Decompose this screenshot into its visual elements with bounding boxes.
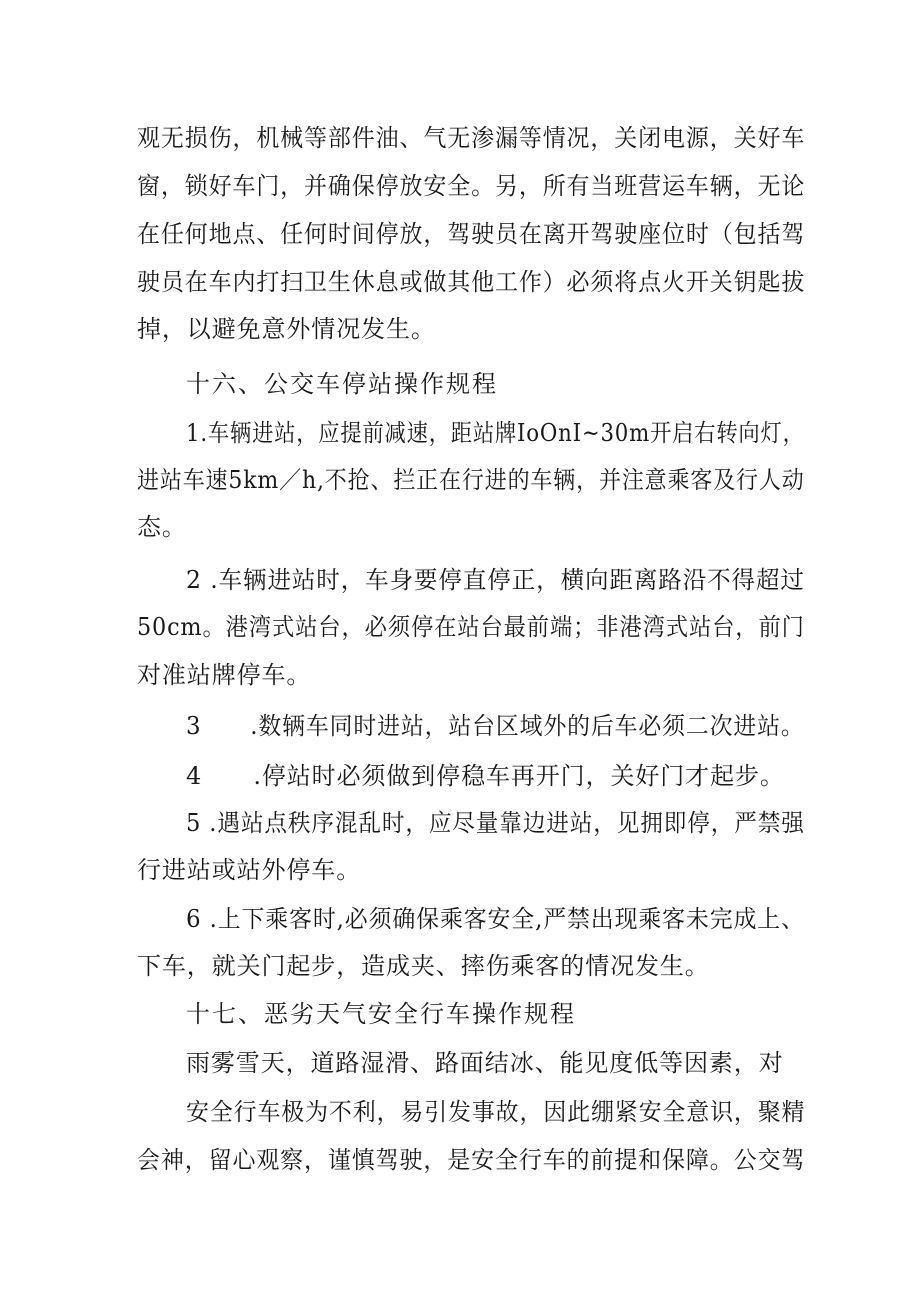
list-item-line: 4 .停站时必须做到停稳车再开门，关好门才起步。 bbox=[186, 762, 785, 790]
section-heading: 十七、恶劣天气安全行车操作规程 bbox=[186, 1000, 576, 1028]
list-item-line: 态。 bbox=[137, 513, 187, 541]
paragraph-line: 安全行车极为不利，易引发事故，因此绷紧安全意识，聚精 bbox=[186, 1098, 806, 1126]
list-item-line: 对准站牌停车。 bbox=[137, 661, 312, 689]
list-item-line: 3 .数辆车同时进站，站台区域外的后车必须二次进站。 bbox=[186, 712, 805, 740]
paragraph-line: 观无损伤，机械等部件油、气无渗漏等情况，关闭电源，关好车 bbox=[137, 124, 806, 152]
paragraph-line: 窗，锁好车门，并确保停放安全。另，所有当班营运车辆，无论 bbox=[137, 172, 806, 200]
paragraph-line: 在任何地点、任何时间停放，驾驶员在离开驾驶座位时（包括驾 bbox=[137, 220, 806, 248]
paragraph-line: 会神，留心观察，谨慎驾驶，是安全行车的前提和保障。公交驾 bbox=[137, 1146, 806, 1174]
list-item-line: 进站车速5km／h,不抢、拦正在行进的车辆，并注意乘客及行人动 bbox=[137, 466, 805, 494]
list-item-line: 1.车辆进站，应提前减速，距站牌IoOnI~30m开启右转向灯， bbox=[186, 419, 805, 447]
paragraph-line: 雨雾雪天，道路湿滑、路面结冰、能见度低等因素，对 bbox=[186, 1049, 784, 1077]
list-item-line: 5 .遇站点秩序混乱时，应尽量靠边进站，见拥即停，严禁强 bbox=[186, 809, 805, 837]
list-item-line: 2 .车辆进站时，车身要停直停正，横向距离路沿不得超过 bbox=[186, 566, 805, 594]
paragraph-line: 掉，以避免意外情况发生。 bbox=[137, 315, 436, 343]
list-item-line: 行进站或站外停车。 bbox=[137, 856, 362, 884]
list-item-line: 50cm。港湾式站台，必须停在站台最前端；非港湾式站台，前门 bbox=[137, 613, 805, 641]
paragraph-line: 驶员在车内打扫卫生休息或做其他工作）必须将点火开关钥匙拔 bbox=[137, 268, 806, 296]
section-heading: 十六、公交车停站操作规程 bbox=[186, 370, 498, 398]
list-item-line: 6 .上下乘客时,必须确保乘客安全,严禁出现乘客未完成上、 bbox=[186, 905, 805, 933]
list-item-line: 下车，就关门起步，造成夹、摔伤乘客的情况发生。 bbox=[137, 952, 710, 980]
